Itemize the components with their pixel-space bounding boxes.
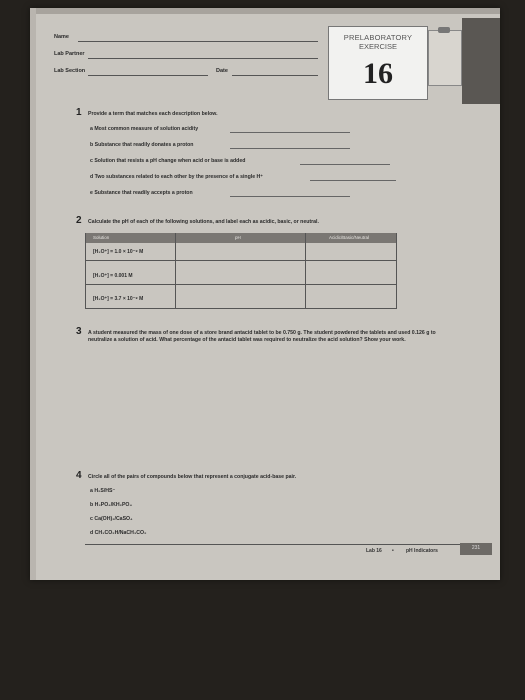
lab-section-label: Lab Section xyxy=(54,68,86,74)
q3-number: 3 xyxy=(76,326,82,337)
ph-table-header xyxy=(85,233,397,243)
q1-item-a: a Most common measure of solution acidity xyxy=(90,126,199,132)
q3-prompt: A student measured the mass of one dose of a store brand antacid tablet to be 0.750 g. The student powdered the tablets and used 0.126 g to neutralize a solution of acid. What percentage of the antacid tablet was required to neutralize the acid solution? Show your work. xyxy=(88,330,436,343)
worksheet-page xyxy=(30,8,500,580)
table-row-1-solution: [H₃O⁺] = 1.0 × 10⁻⁸ M xyxy=(93,249,144,255)
date-line[interactable] xyxy=(232,75,318,76)
q1-item-e: e Substance that readily accepts a proton xyxy=(90,190,193,196)
q1-answer-line-b[interactable] xyxy=(230,148,350,149)
q1-prompt: Provide a term that matches each description below. xyxy=(88,111,218,117)
q3-work-area[interactable] xyxy=(88,363,448,364)
q1-item-d: d Two substances related to each other by the presence of a single H⁺ xyxy=(90,174,264,180)
q2-prompt: Calculate the pH of each of the following solutions, and label each as acidic, basic, or neutral. xyxy=(88,219,319,225)
table-row-2-solution: [H₃O⁺] = 0.001 M xyxy=(93,273,133,279)
table-row-3-solution: [H₃O⁺] = 3.7 × 10⁻⁸ M xyxy=(93,296,144,302)
q1-answer-line-a[interactable] xyxy=(230,132,350,133)
lab-partner-line[interactable] xyxy=(88,58,318,59)
page-number: 231 xyxy=(471,545,481,551)
header-ph: pH xyxy=(235,235,241,240)
q4-option-d[interactable]: d CH₃CO₂H/NaCH₃CO₂ xyxy=(90,530,147,536)
header-classification: Acidic/Basic/Neutral xyxy=(329,235,370,240)
q4-option-b[interactable]: b H₃PO₄/KH₂PO₄ xyxy=(90,502,132,508)
header-solution: Solution xyxy=(93,235,110,240)
prelab-box xyxy=(328,26,428,100)
q4-option-a[interactable]: a H₂S/HS⁻ xyxy=(90,488,116,494)
exercise-number: 16 xyxy=(363,57,393,90)
name-label: Name xyxy=(54,34,69,40)
q2-number: 2 xyxy=(76,215,82,226)
corner-tab xyxy=(462,18,500,104)
date-label: Date xyxy=(216,68,228,74)
footer-topic: pH Indicators xyxy=(406,548,438,554)
top-bar xyxy=(30,8,500,14)
q1-answer-line-d[interactable] xyxy=(310,180,396,181)
ph-table xyxy=(85,233,397,309)
footer-rule xyxy=(85,544,469,545)
name-line[interactable] xyxy=(78,41,318,42)
q1-answer-line-e[interactable] xyxy=(230,196,350,197)
lab-section-line[interactable] xyxy=(88,75,208,76)
q1-item-b: b Substance that readily donates a proton xyxy=(90,142,194,148)
lab-partner-label: Lab Partner xyxy=(54,51,85,57)
q1-item-c: c Solution that resists a pH change when acid or base is added xyxy=(90,158,246,164)
clipboard-icon xyxy=(428,30,462,86)
footer-lab: Lab 16 xyxy=(366,548,382,554)
prelab-title: PRELABORATORY xyxy=(343,33,413,42)
q1-answer-line-c[interactable] xyxy=(300,164,390,165)
side-strip xyxy=(30,8,36,580)
page-number-box xyxy=(460,543,492,555)
footer-bullet: • xyxy=(392,548,394,554)
q1-number: 1 xyxy=(76,107,82,118)
q4-number: 4 xyxy=(76,470,82,481)
prelab-subtitle: EXERCISE xyxy=(359,42,397,51)
q4-prompt: Circle all of the pairs of compounds below that represent a conjugate acid-base pair. xyxy=(88,474,297,480)
q4-option-c[interactable]: c Ca(OH)₂/CaSO₄ xyxy=(90,516,133,522)
